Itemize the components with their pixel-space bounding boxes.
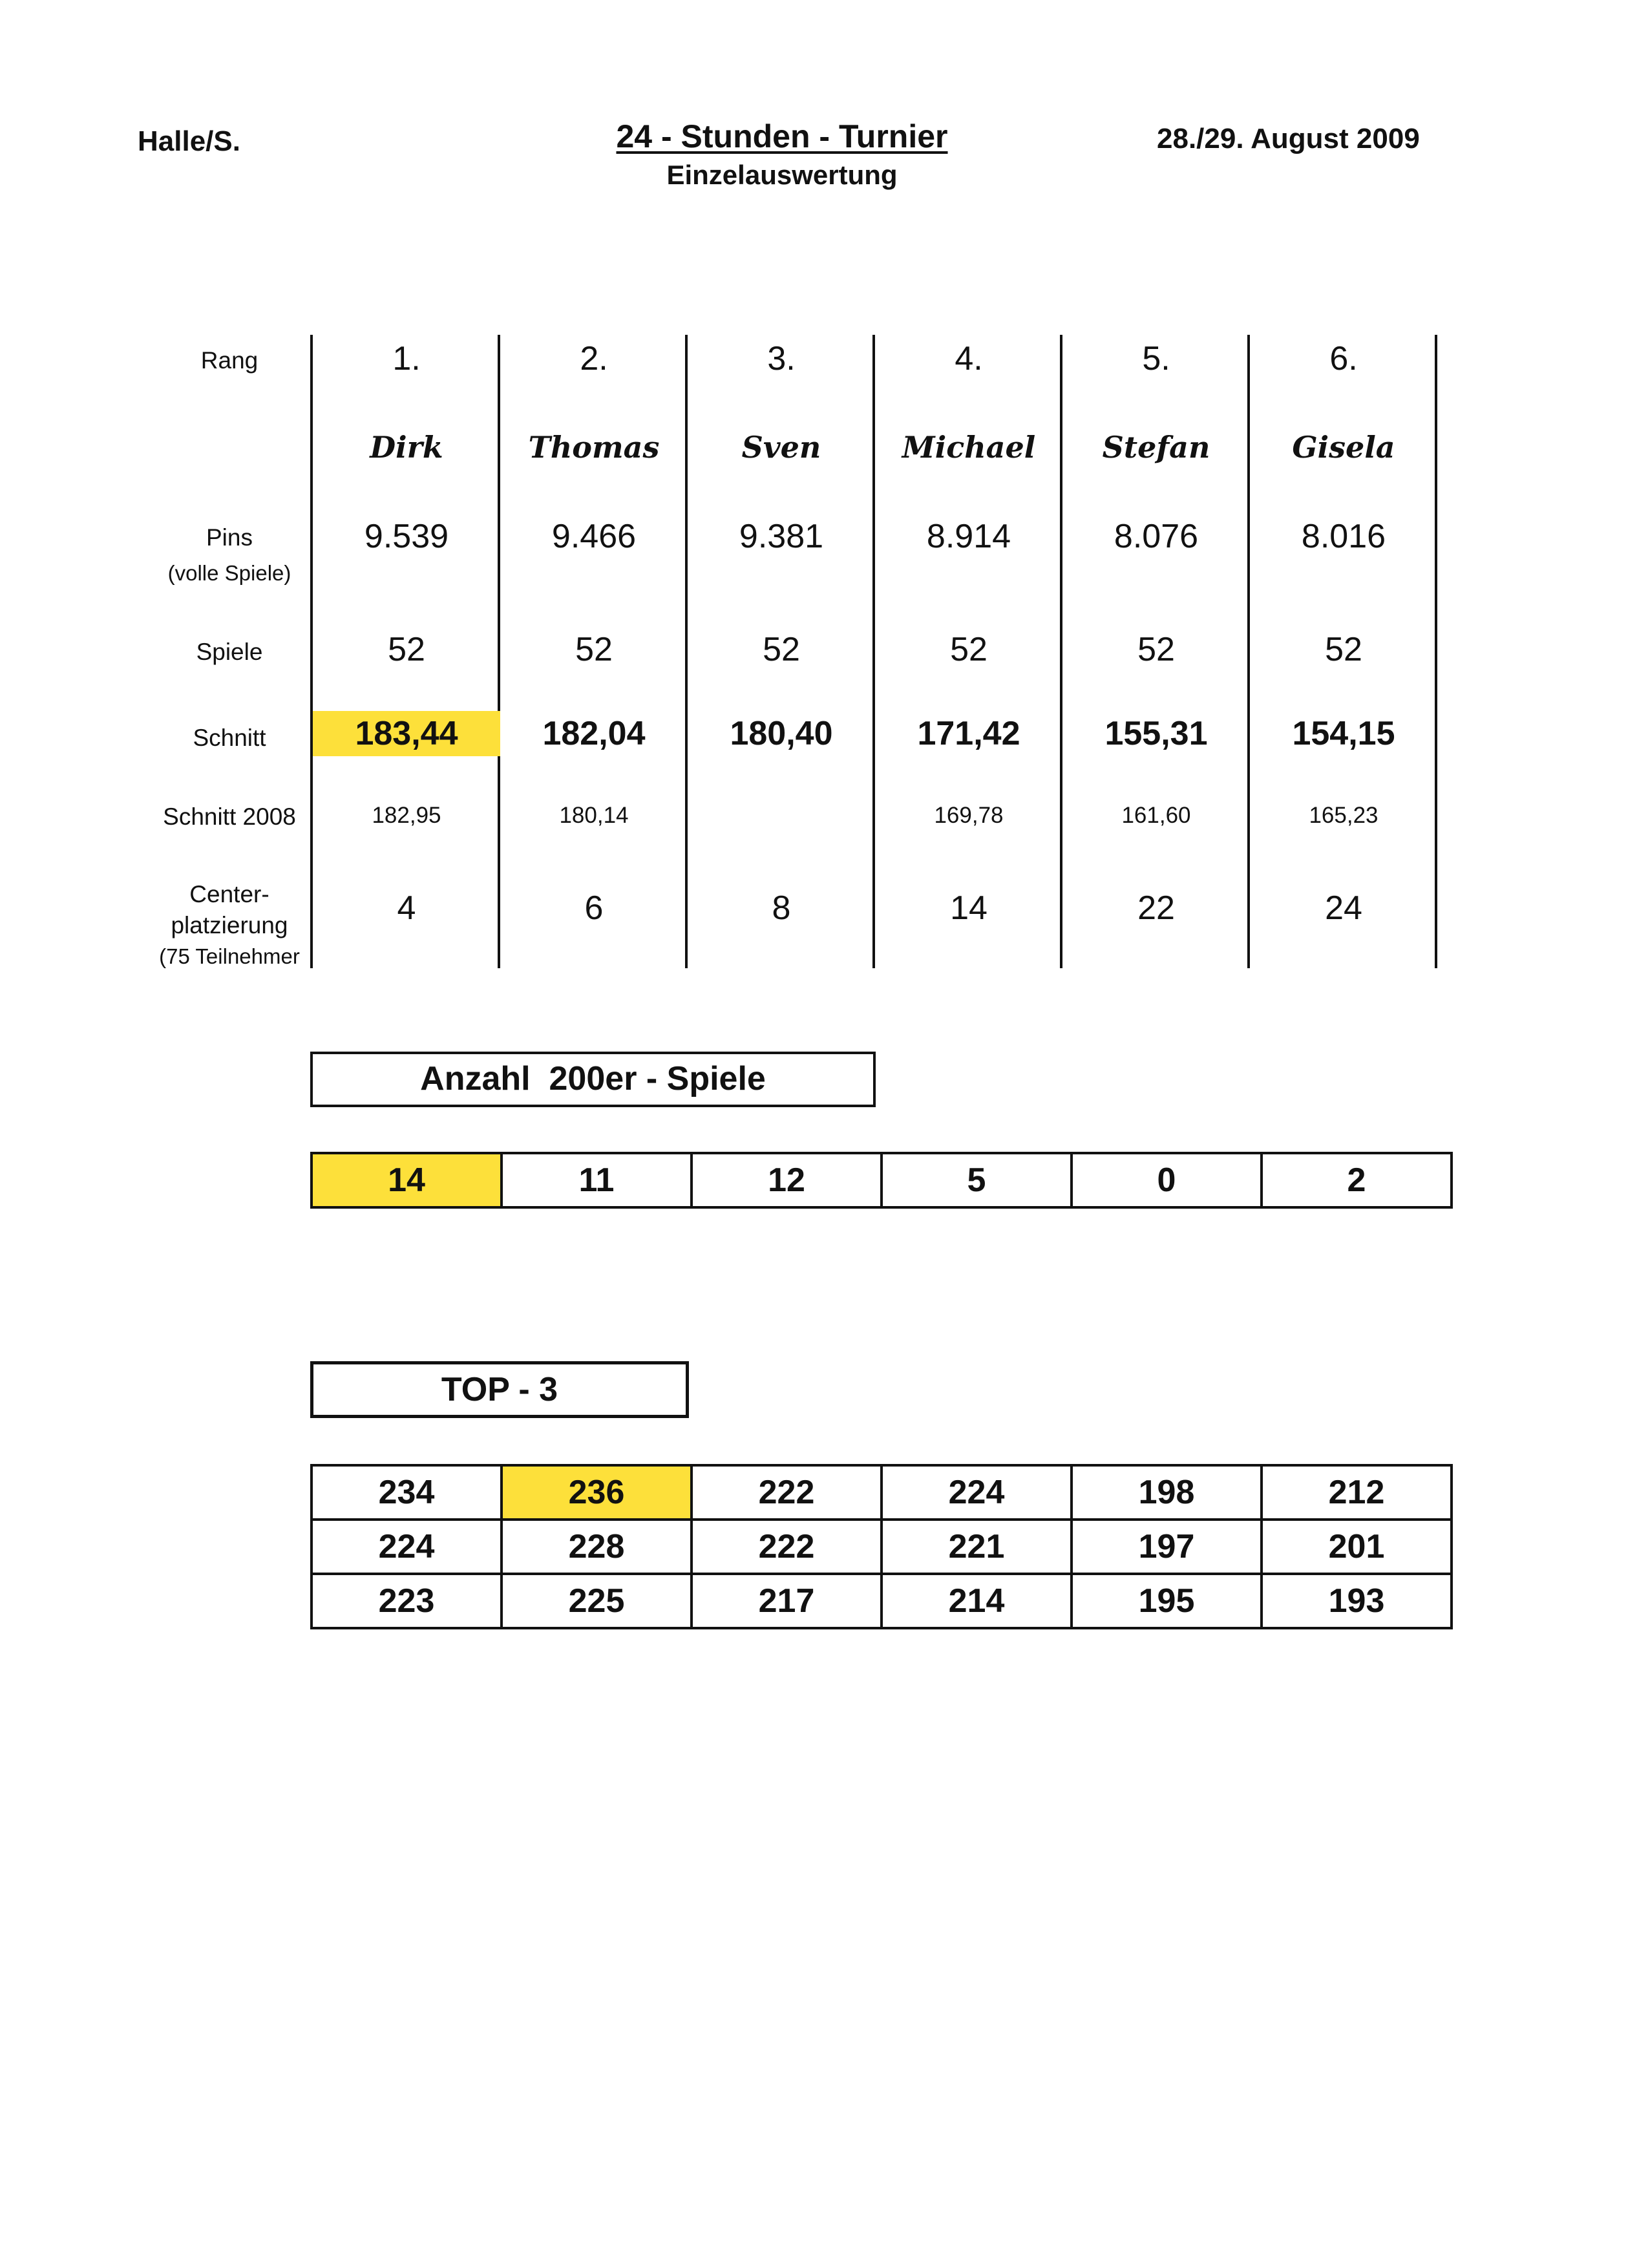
- schnitt-2008-cell: 169,78: [934, 803, 1004, 828]
- top3-cell: 212: [1262, 1465, 1452, 1520]
- spiele-cell: 52: [388, 631, 425, 668]
- top3-title-box: [310, 1361, 689, 1418]
- games-200-table: [310, 1152, 1453, 1209]
- top3-cell: 225: [502, 1574, 692, 1628]
- label-center-1: Center-: [189, 881, 269, 907]
- center-cell: 8: [772, 889, 791, 927]
- top3-cell: 223: [312, 1574, 502, 1628]
- table-row: [312, 1520, 1452, 1574]
- spiele-cell: 52: [575, 631, 613, 668]
- player-name: Thomas: [528, 430, 660, 465]
- rank-cell: 2.: [580, 340, 608, 377]
- top3-cell: 195: [1072, 1574, 1262, 1628]
- rank-cell: 4.: [955, 340, 983, 377]
- schnitt-2008-cell: 180,14: [559, 803, 629, 828]
- rank-cell: 5.: [1142, 340, 1170, 377]
- pins-cell: 9.381: [739, 518, 824, 555]
- spiele-cell: 52: [1137, 631, 1175, 668]
- label-schnitt: Schnitt: [193, 725, 266, 751]
- player-name: Dirk: [370, 430, 443, 465]
- center-cell: 14: [950, 889, 988, 927]
- schnitt-cell: 180,40: [730, 715, 833, 752]
- spiele-cell: 52: [763, 631, 800, 668]
- top3-cell: 201: [1262, 1520, 1452, 1574]
- table-row: [312, 1153, 1452, 1207]
- player-name: Gisela: [1292, 430, 1395, 465]
- schnitt-2008-cell: 182,95: [372, 803, 441, 828]
- schnitt-cell: 154,15: [1292, 715, 1395, 752]
- top3-cell: 217: [692, 1574, 882, 1628]
- player-name: Sven: [741, 430, 821, 465]
- schnitt-cell: 171,42: [917, 715, 1020, 752]
- label-pins-note: (volle Spiele): [167, 561, 291, 585]
- top3-cell: 197: [1072, 1520, 1262, 1574]
- center-cell: 4: [397, 889, 416, 927]
- top3-cell: 193: [1262, 1574, 1452, 1628]
- player-name: Michael: [902, 430, 1036, 465]
- location-label: Halle/S.: [138, 125, 240, 157]
- table-row: [312, 1574, 1452, 1628]
- spiele-cell: 52: [1325, 631, 1362, 668]
- center-cell: 6: [584, 889, 604, 927]
- page-subtitle: Einzelauswertung: [666, 160, 898, 190]
- table-row: [312, 1465, 1452, 1520]
- center-cell: 24: [1325, 889, 1362, 927]
- top3-cell: 224: [312, 1520, 502, 1574]
- schnitt-2008-cell: 161,60: [1121, 803, 1191, 828]
- games-200-cell: 0: [1072, 1153, 1262, 1207]
- games-200-cell-highlight: 14: [312, 1153, 502, 1207]
- pins-cell: 8.914: [926, 518, 1011, 555]
- schnitt-2008-cell: 165,23: [1309, 803, 1379, 828]
- games-200-cell: 12: [692, 1153, 882, 1207]
- top3-cell: 198: [1072, 1465, 1262, 1520]
- pins-cell: 8.076: [1114, 518, 1199, 555]
- rank-cell: 3.: [767, 340, 796, 377]
- label-schnitt-2008: Schnitt 2008: [163, 803, 296, 830]
- games-200-title: Anzahl 200er - Spiele: [420, 1060, 766, 1097]
- top3-cell: 222: [692, 1520, 882, 1574]
- games-200-title-box: [310, 1052, 876, 1107]
- pins-cell: 9.539: [364, 518, 449, 555]
- spiele-cell: 52: [950, 631, 988, 668]
- label-center-3: (75 Teilnehmer: [159, 944, 300, 968]
- label-rang: Rang: [200, 347, 259, 374]
- top3-cell: 221: [882, 1520, 1072, 1574]
- top3-table: [310, 1464, 1453, 1629]
- rank-cell: 6.: [1329, 340, 1358, 377]
- page-title: 24 - Stunden - Turnier: [616, 118, 948, 154]
- top3-cell: 234: [312, 1465, 502, 1520]
- label-center-2: platzierung: [171, 912, 288, 938]
- rank-cell: 1.: [392, 340, 421, 377]
- pins-cell: 8.016: [1301, 518, 1386, 555]
- date-label: 28./29. August 2009: [1157, 123, 1420, 154]
- top3-title: TOP - 3: [441, 1371, 558, 1408]
- player-name: Stefan: [1102, 430, 1210, 465]
- label-spiele: Spiele: [196, 639, 263, 665]
- games-200-cell: 2: [1262, 1153, 1452, 1207]
- top3-cell: 214: [882, 1574, 1072, 1628]
- schnitt-cell-highlight: 183,44: [313, 711, 500, 756]
- label-pins: Pins: [206, 524, 253, 551]
- top3-cell: 224: [882, 1465, 1072, 1520]
- top3-cell: 228: [502, 1520, 692, 1574]
- pins-cell: 9.466: [551, 518, 637, 555]
- games-200-cell: 5: [882, 1153, 1072, 1207]
- top3-cell: 222: [692, 1465, 882, 1520]
- top3-cell-highlight: 236: [502, 1465, 692, 1520]
- schnitt-cell: 155,31: [1104, 715, 1208, 752]
- center-cell: 22: [1137, 889, 1175, 927]
- schnitt-cell: 182,04: [542, 715, 646, 752]
- games-200-cell: 11: [502, 1153, 692, 1207]
